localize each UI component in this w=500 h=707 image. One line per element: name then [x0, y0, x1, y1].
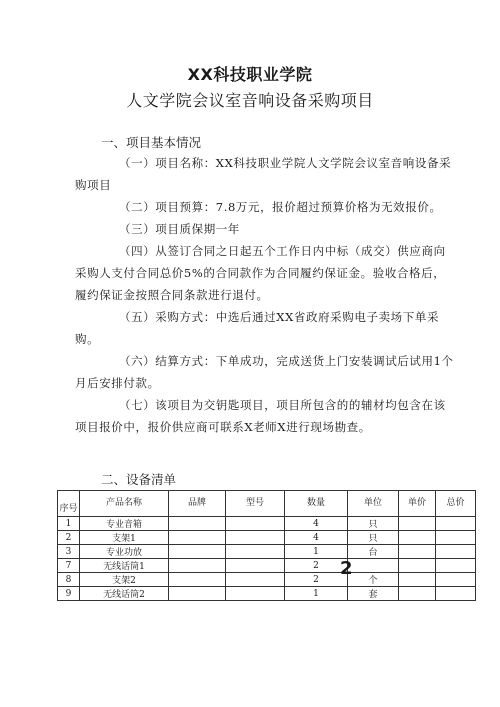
cell-name: 无线话筒1 — [80, 559, 169, 573]
cell-total — [436, 531, 476, 545]
header-seq: 序号 — [58, 491, 80, 517]
cell-unit: 套 — [348, 587, 399, 601]
table-row — [58, 573, 476, 587]
paragraph-procurement-method: （五）采购方式：中选后通过XX省政府采购电子卖场下单采购。 — [75, 310, 440, 346]
cell-model — [226, 559, 285, 573]
cell-seq: 1 — [58, 517, 80, 531]
table-row — [58, 545, 476, 559]
cell-model — [226, 517, 285, 531]
cell-model — [226, 587, 285, 601]
cell-name: 专业音箱 — [80, 517, 169, 531]
cell-brand — [169, 559, 226, 573]
header-brand: 品牌 — [169, 491, 226, 517]
cell-price — [399, 517, 436, 531]
cell-unit: 台 — [348, 545, 399, 559]
cell-seq: 2 — [58, 531, 80, 545]
cell-price — [399, 531, 436, 545]
cell-qty: 1 — [285, 587, 348, 601]
equipment-table — [57, 490, 476, 601]
cell-unit — [348, 559, 399, 573]
section-heading-basic-info: 一、项目基本情况 — [101, 135, 202, 150]
cell-seq: 3 — [58, 545, 80, 559]
cell-total — [436, 545, 476, 559]
document-title: XX科技职业学院 — [187, 65, 313, 84]
table-row — [58, 587, 476, 601]
cell-unit: 个 — [348, 573, 399, 587]
cell-qty: 2 — [285, 559, 348, 573]
header-quantity: 数量 — [285, 491, 348, 517]
cell-unit: 只 — [348, 517, 399, 531]
header-unit: 单位 — [348, 491, 399, 517]
cell-qty: 2 — [285, 573, 348, 587]
cell-name: 无线话筒2 — [80, 587, 169, 601]
cell-seq: 9 — [58, 587, 80, 601]
cell-brand — [169, 573, 226, 587]
header-total-price: 总价 — [436, 491, 476, 517]
table-row — [58, 517, 476, 531]
paragraph-performance-bond: （四）从签订合同之日起五个工作日内中标（成交）供应商向采购人支付合同总价5%的合同款作为合同履约保证金。验收合格后，履约保证金按照合同条款进行退付。 — [75, 244, 446, 302]
cell-model — [226, 573, 285, 587]
cell-seq: 8 — [58, 573, 80, 587]
cell-brand — [169, 587, 226, 601]
cell-price — [399, 559, 436, 573]
cell-name: 支架1 — [80, 531, 169, 545]
cell-qty: 4 — [285, 517, 348, 531]
paragraph-warranty: （三）项目质保期一年 — [119, 222, 240, 236]
header-product-name: 产品名称 — [80, 491, 169, 517]
cell-qty: 4 — [285, 531, 348, 545]
cell-model — [226, 545, 285, 559]
cell-brand — [169, 517, 226, 531]
cell-brand — [169, 531, 226, 545]
table-row — [58, 559, 476, 573]
scratch-mark: 2 — [340, 558, 353, 579]
cell-price — [399, 545, 436, 559]
cell-total — [436, 559, 476, 573]
cell-model — [226, 531, 285, 545]
paragraph-project-name: （一）项目名称：XX科技职业学院人文学院会议室音响设备采购项目 — [75, 156, 452, 192]
cell-name: 支架2 — [80, 573, 169, 587]
cell-total — [436, 587, 476, 601]
paragraph-turnkey: （七）该项目为交钥匙项目，项目所包含的的辅材均包含在该项目报价中，报价供应商可联系X老师X进行现场勘查。 — [75, 398, 446, 434]
cell-price — [399, 587, 436, 601]
header-unit-price: 单价 — [399, 491, 436, 517]
cell-total — [436, 517, 476, 531]
cell-brand — [169, 545, 226, 559]
cell-qty: 1 — [285, 545, 348, 559]
paragraph-settlement: （六）结算方式：下单成功，完成送货上门安装调试后试用1个月后安排付款。 — [75, 354, 454, 390]
table-row — [58, 531, 476, 545]
document-subtitle: 人文学院会议室音响设备采购项目 — [126, 91, 374, 110]
paragraph-budget: （二）项目预算：7.8万元，报价超过预算价格为无效报价。 — [119, 200, 442, 214]
section-heading-equipment-list: 二、设备清单 — [101, 472, 177, 487]
cell-total — [436, 573, 476, 587]
cell-unit: 只 — [348, 531, 399, 545]
header-model: 型号 — [226, 491, 285, 517]
table-header-row — [58, 491, 476, 517]
cell-name: 专业功放 — [80, 545, 169, 559]
cell-seq: 7 — [58, 559, 80, 573]
cell-price — [399, 573, 436, 587]
